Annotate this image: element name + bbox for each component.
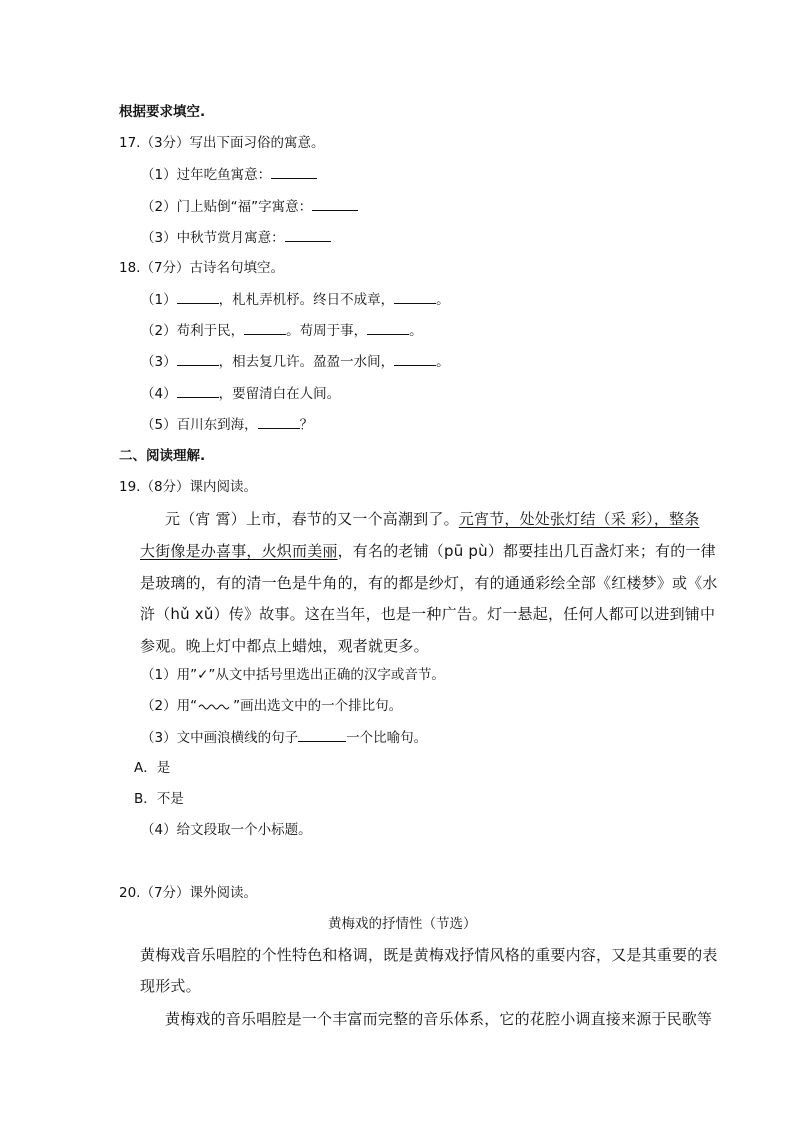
article-line-1: 黄梅戏音乐唱腔的个性特色和格调，既是黄梅戏抒情风格的重要内容，又是其重要的表 — [140, 946, 718, 964]
answer-blank[interactable] — [258, 414, 300, 429]
answer-blank[interactable] — [177, 289, 219, 304]
q18-item-4: （4） ，要留清白在人间。 — [141, 383, 340, 404]
article-line-3: 黄梅戏的音乐唱腔是一个丰富而完整的音乐体系，它的花腔小调直接来源于民歌等 — [165, 1010, 713, 1028]
passage-line-2: 大街像是办喜事，火炽而美丽，有名的老铺（pū pù）都要挂出几百盏灯来；有的一律 — [140, 542, 716, 560]
q19-sub-2: （2）用“ ”画出选文中的一个排比句。 — [141, 698, 403, 714]
q20-title: 20.（7分）课外阅读。 — [119, 885, 258, 901]
q17-item-3: （3）中秋节赏月寓意： — [141, 227, 331, 248]
q19-sub-3: （3）文中画浪横线的句子 一个比喻句。 — [141, 727, 427, 748]
answer-blank[interactable] — [298, 727, 346, 742]
answer-blank[interactable] — [312, 196, 358, 211]
q18-item-5: （5）百川东到海， ？ — [141, 414, 313, 435]
passage-line-1: 元（宵 霄）上市，春节的又一个高潮到了。元宵节，处处张灯结（采 彩），整条 — [165, 510, 700, 528]
wavy-line-icon — [197, 701, 233, 711]
q18-item-2: （2）苟利于民， 。苟周于事， 。 — [141, 320, 423, 341]
q18-item-1: （1） ，札札弄机杼。终日不成章， 。 — [141, 289, 450, 310]
option-b[interactable]: B．不是 — [134, 791, 184, 807]
answer-blank[interactable] — [394, 351, 436, 366]
section1-heading: 根据要求填空. — [119, 104, 206, 120]
answer-blank[interactable] — [271, 164, 317, 179]
q18-title: 18.（7分）古诗名句填空。 — [119, 260, 285, 276]
article-title: 黄梅戏的抒情性（节选） — [328, 916, 477, 932]
section2-heading: 二、阅读理解. — [119, 448, 206, 464]
q19-title: 19.（8分）课内阅读。 — [119, 479, 258, 495]
answer-blank[interactable] — [285, 227, 331, 242]
answer-blank[interactable] — [394, 289, 436, 304]
q19-sub-1: （1）用”✓”从文中括号里选出正确的汉字或音节。 — [141, 667, 445, 683]
option-a[interactable]: A．是 — [134, 760, 171, 776]
passage-line-5: 参观。晚上灯中都点上蜡烛，观者就更多。 — [140, 637, 429, 655]
answer-blank[interactable] — [177, 351, 219, 366]
q17-item-1: （1）过年吃鱼寓意： — [141, 164, 317, 185]
article-line-2: 现形式。 — [140, 977, 201, 995]
q17-item-2: （2）门上贴倒“福”字寓意： — [141, 196, 358, 217]
q19-sub-4: （4）给文段取一个小标题。 — [141, 822, 312, 838]
answer-blank[interactable] — [244, 320, 286, 335]
answer-blank[interactable] — [177, 383, 219, 398]
answer-blank[interactable] — [367, 320, 409, 335]
q17-title: 17.（3分）写出下面习俗的寓意。 — [119, 135, 325, 151]
passage-line-4: 浒（hǔ xǔ）传》故事。这在当年，也是一种广告。灯一悬起，任何人都可以进到铺中 — [140, 605, 716, 623]
passage-line-3: 是玻璃的，有的清一色是牛角的，有的都是纱灯，有的通通彩绘全部《红楼梦》或《水 — [140, 574, 718, 592]
q18-item-3: （3） ，相去复几许。盈盈一水间， 。 — [141, 351, 450, 372]
